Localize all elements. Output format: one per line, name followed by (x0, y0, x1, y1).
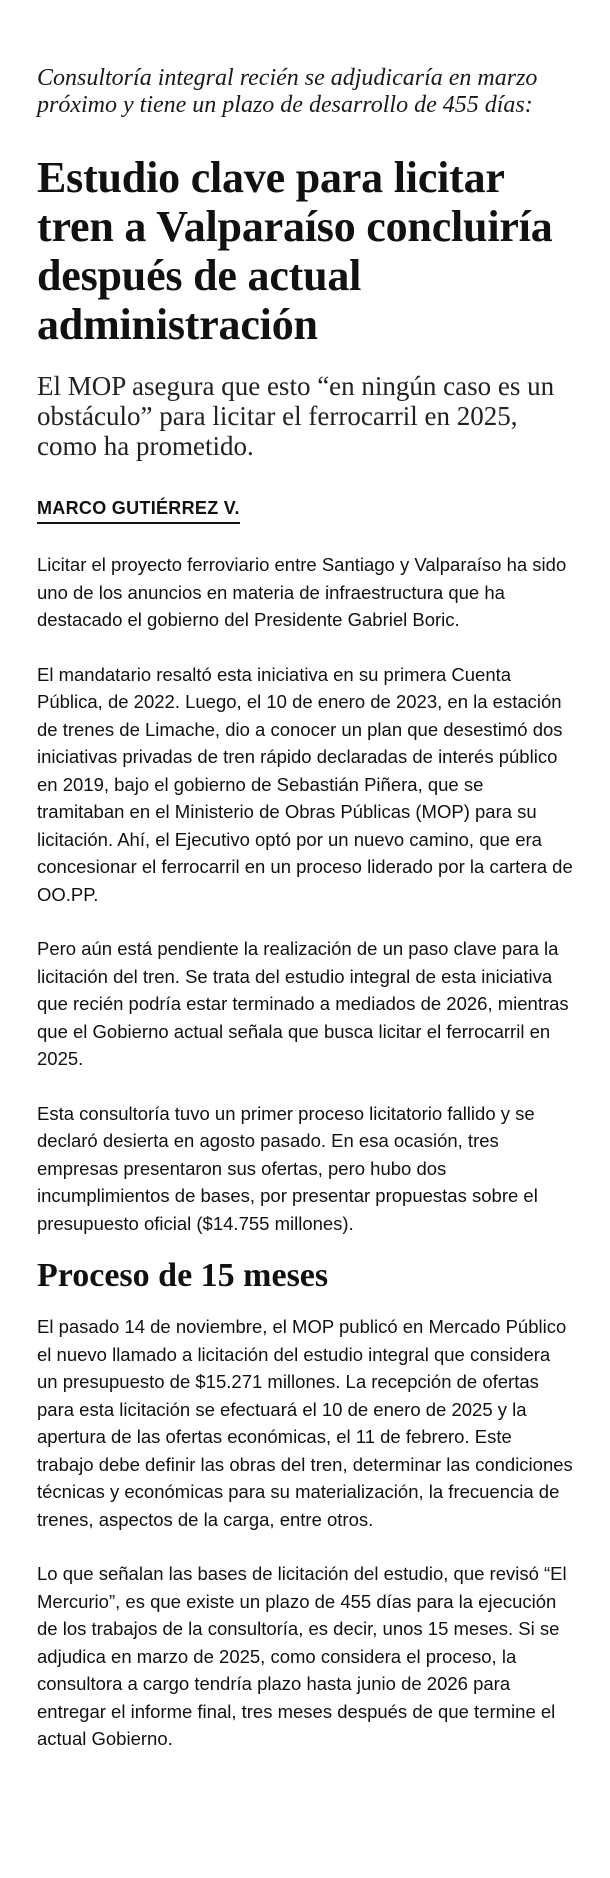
article-deck: El MOP asegura que esto “en ningún caso es un obstáculo” para licitar el ferrocarril en 2025, como ha prometido. (37, 371, 555, 461)
body-paragraph: El mandatario resaltó esta iniciativa en su primera Cuenta Pública, de 2022. Luego, el 10 de enero de 2023, en la estación de trenes de Limache, dio a conocer un plan que desestimó dos iniciativas privadas de tren rápido declaradas de interés público en 2019, bajo el gobierno de Sebastián Piñera, que se tramitaban en el Ministerio de Obras Públicas (MOP) para su licitación. Ahí, el Ejecutivo optó por un nuevo camino, que era concesionar el ferrocarril en un proceso liderado por la cartera de OO.PP. (37, 663, 573, 905)
section-subheading: Proceso de 15 meses (37, 1257, 329, 1294)
byline-container (37, 497, 573, 524)
body-paragraph: Licitar el proyecto ferroviario entre Santiago y Valparaíso ha sido uno de los anuncios en materia de infraestructura que ha destacado el gobierno del Presidente Gabriel Boric. (37, 554, 567, 630)
body-paragraph: Pero aún está pendiente la realización de un paso clave para la licitación del tren. Se trata del estudio integral de esta iniciativa que recién podría estar terminado a mediados de 2026, mientras que el Gobierno actual señala que busca licitar el ferrocarril en 2025. (37, 938, 569, 1069)
body-paragraph: El pasado 14 de noviembre, el MOP publicó en Mercado Público el nuevo llamado a licitación del estudio integral que considera un presupuesto de $15.271 millones. La recepción de ofertas para esta licitación se efectuará el 10 de enero de 2025 y la apertura de las ofertas económicas, el 11 de febrero. Este trabajo debe definir las obras del tren, determinar las condiciones técnicas y económicas para su materialización, la frecuencia de trenes, aspectos de la carga, entre otros. (37, 1316, 573, 1530)
body-paragraph: Lo que señalan las bases de licitación del estudio, que revisó “El Mercurio”, es que existe un plazo de 455 días para la ejecución de los trabajos de la consultoría, es decir, unos 15 meses. Si se adjudica en marzo de 2025, como considera el proceso, la consultora a cargo tendría plazo hasta junio de 2026 para entregar el informe final, tres meses después de que termine el actual Gobierno. (37, 1563, 567, 1749)
body-paragraph: Esta consultoría tuvo un primer proceso licitatorio fallido y se declaró desierta en agosto pasado. En esa ocasión, tres empresas presentaron sus ofertas, pero hubo dos incumplimientos de bases, por presentar propuestas sobre el presupuesto oficial ($14.755 millones). (37, 1102, 538, 1234)
article-kicker: Consultoría integral recién se adjudicaría en marzo próximo y tiene un plazo de desarrollo de 455 días: (37, 65, 538, 118)
author-byline[interactable]: MARCO GUTIÉRREZ V. (37, 497, 240, 524)
article-headline: Estudio clave para licitar tren a Valparaíso concluiría después de actual administración (37, 153, 553, 349)
